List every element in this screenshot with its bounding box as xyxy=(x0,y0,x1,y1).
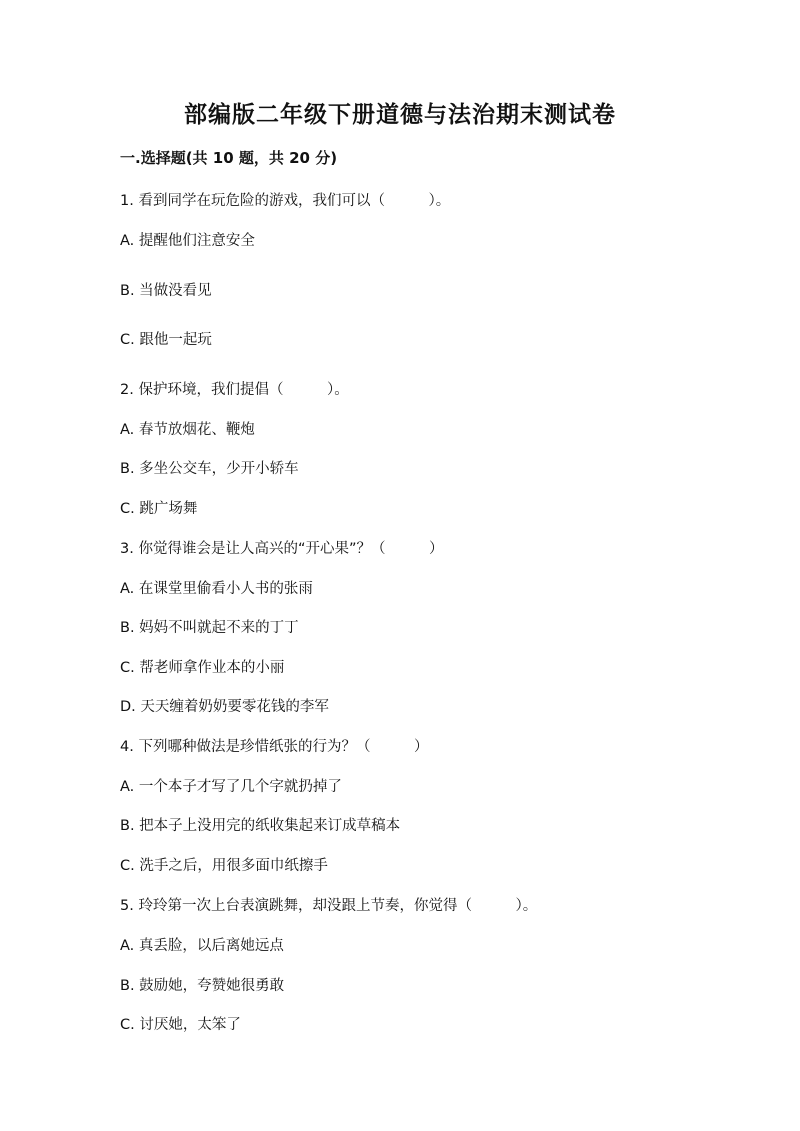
answer-option[interactable]: A. 真丢脸，以后离她远点 xyxy=(120,938,284,954)
answer-option[interactable]: D. 天天缠着奶奶要零花钱的李军 xyxy=(120,699,329,715)
question-stem: 5. 玲玲第一次上台表演跳舞，却没跟上节奏，你觉得（ ）。 xyxy=(120,898,538,914)
answer-option[interactable]: C. 讨厌她，太笨了 xyxy=(120,1017,241,1033)
question-stem: 4. 下列哪种做法是珍惜纸张的行为？（ ） xyxy=(120,739,429,755)
answer-option[interactable]: A. 在课堂里偷看小人书的张雨 xyxy=(120,581,313,597)
question-stem: 2. 保护环境，我们提倡（ ）。 xyxy=(120,382,349,398)
answer-option[interactable]: B. 妈妈不叫就起不来的丁丁 xyxy=(120,620,299,636)
page-title: 部编版二年级下册道德与法治期末测试卷 xyxy=(184,102,616,128)
answer-option[interactable]: A. 春节放烟花、鞭炮 xyxy=(120,422,255,438)
answer-option[interactable]: B. 当做没看见 xyxy=(120,283,212,299)
question-stem: 3. 你觉得谁会是让人高兴的“开心果”？（ ） xyxy=(120,541,444,557)
answer-option[interactable]: C. 帮老师拿作业本的小丽 xyxy=(120,660,285,676)
answer-option[interactable]: A. 提醒他们注意安全 xyxy=(120,233,255,249)
question-stem: 1. 看到同学在玩危险的游戏，我们可以（ ）。 xyxy=(120,193,451,209)
answer-option[interactable]: B. 鼓励她，夸赞她很勇敢 xyxy=(120,978,285,994)
answer-option[interactable]: C. 跟他一起玩 xyxy=(120,332,212,348)
answer-option[interactable]: A. 一个本子才写了几个字就扔掉了 xyxy=(120,779,342,795)
answer-option[interactable]: C. 跳广场舞 xyxy=(120,501,198,517)
answer-option[interactable]: B. 多坐公交车，少开小轿车 xyxy=(120,461,299,477)
answer-option[interactable]: B. 把本子上没用完的纸收集起来订成草稿本 xyxy=(120,818,401,834)
section-heading: 一.选择题(共 10 题，共 20 分) xyxy=(120,149,338,167)
answer-option[interactable]: C. 洗手之后，用很多面巾纸擦手 xyxy=(120,858,328,874)
